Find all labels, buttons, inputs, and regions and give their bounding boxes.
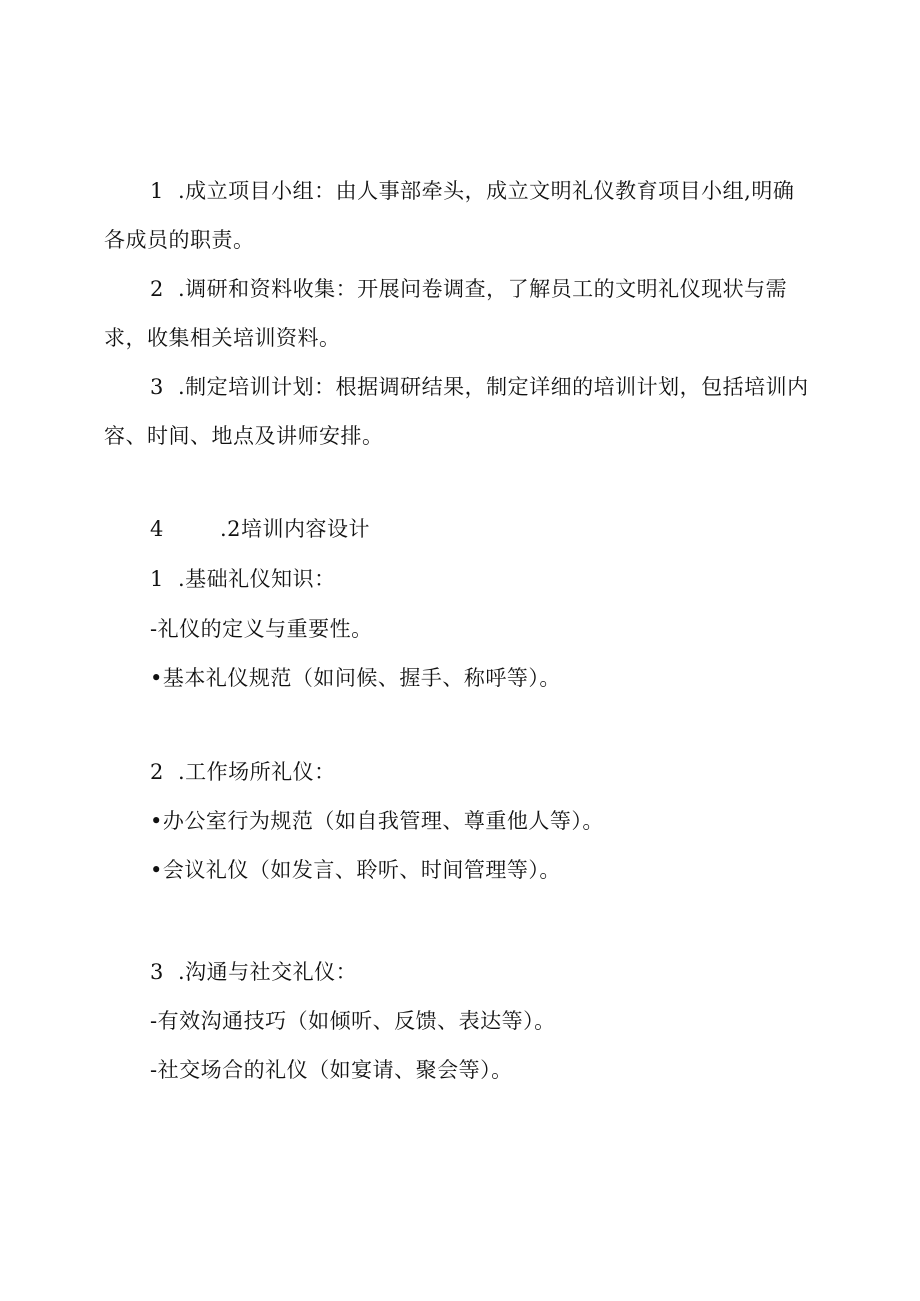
topic-number: 2	[150, 760, 164, 784]
step-2-line-2: 求，收集相关培训资料。	[104, 326, 341, 350]
step-3-line-1	[150, 372, 809, 402]
list-item: •会议礼仪（如发言、聆听、时间管理等）。	[150, 858, 561, 882]
topic-1-heading	[150, 564, 336, 594]
topic-number: 3	[150, 960, 164, 984]
step-number: 2	[150, 277, 164, 301]
step-2-line-1	[150, 274, 787, 304]
step-text: .调研和资料收集：开展问卷调查，了解员工的文明礼仪现状与需	[178, 277, 788, 301]
list-item: -有效沟通技巧（如倾听、反馈、表达等）。	[150, 1009, 556, 1033]
section-number: 4	[150, 517, 164, 541]
list-item: •基本礼仪规范（如问候、握手、称呼等）。	[150, 666, 561, 690]
step-number: 3	[150, 375, 164, 399]
list-item: -社交场合的礼仪（如宴请、聚会等）。	[150, 1058, 513, 1082]
list-item: •办公室行为规范（如自我管理、尊重他人等）。	[150, 809, 604, 833]
topic-number: 1	[150, 567, 164, 591]
section-heading	[150, 514, 370, 544]
step-text: .制定培训计划：根据调研结果，制定详细的培训计划，包括培训内	[178, 375, 809, 399]
step-number: 1	[150, 179, 164, 203]
step-text: .成立项目小组：由人事部牵头，成立文明礼仪教育项目小组,明确	[178, 179, 795, 203]
list-item: -礼仪的定义与重要性。	[150, 617, 373, 641]
topic-title: .工作场所礼仪：	[178, 760, 336, 784]
step-3-line-2: 容、时间、地点及讲师安排。	[104, 424, 384, 448]
step-1-line-2: 各成员的职责。	[104, 228, 255, 252]
topic-2-heading	[150, 757, 336, 787]
topic-title: .沟通与社交礼仪：	[178, 960, 358, 984]
section-title: .2培训内容设计	[220, 517, 371, 541]
step-1-line-1	[150, 176, 794, 206]
topic-3-heading	[150, 957, 357, 987]
topic-title: .基础礼仪知识：	[178, 567, 336, 591]
